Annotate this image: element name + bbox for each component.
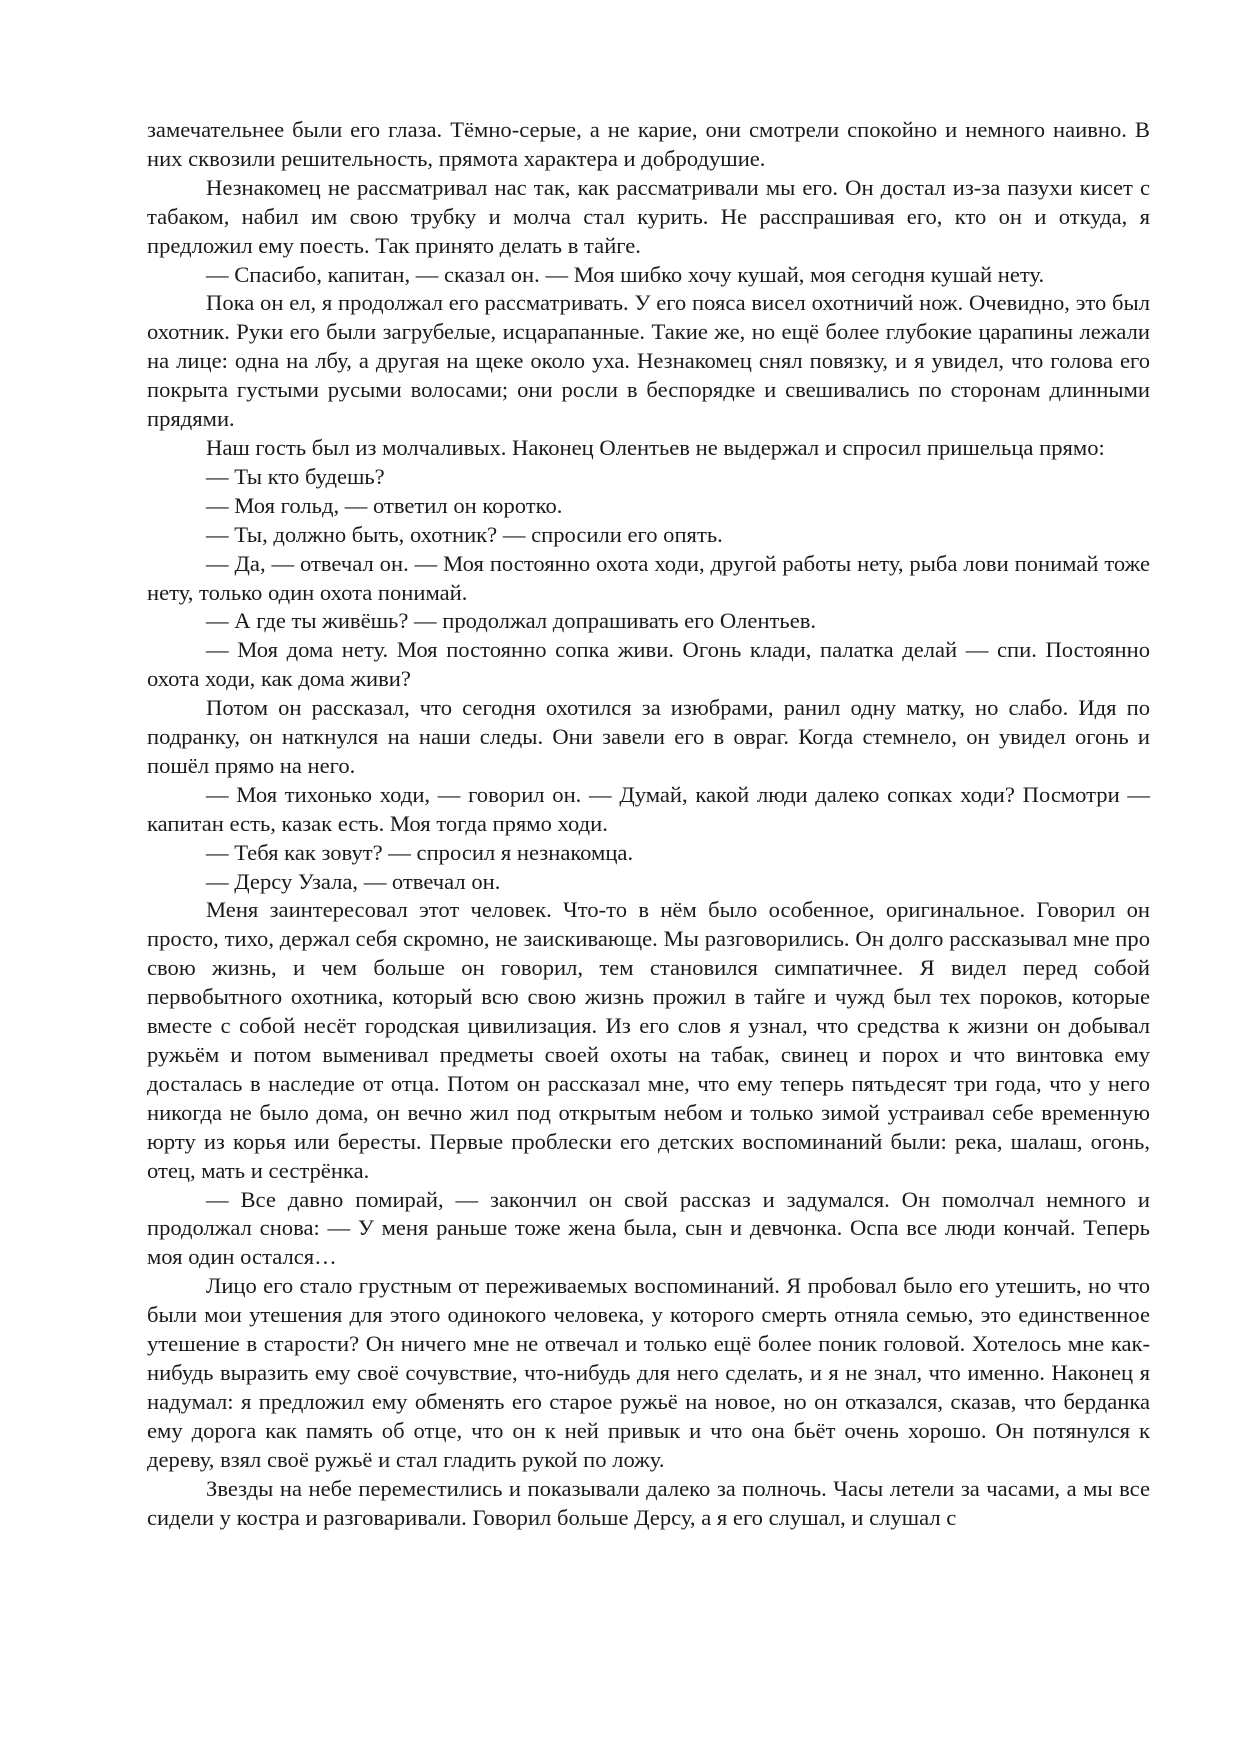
paragraph: — А где ты живёшь? — продолжал допрашивать его Олентьев. xyxy=(206,608,817,634)
paragraph: — Спасибо, капитан, — сказал он. — Моя шибко хочу кушай, моя сегодня кушай нету. xyxy=(206,261,1045,287)
paragraph: — Да, — отвечал он. — Моя постоянно охота ходи, другой работы нету, рыба лови понимай тоже нету, только один охота понимай. xyxy=(147,550,1150,605)
paragraph: Лицо его стало грустным от переживаемых воспоминаний. Я пробовал было его утешить, но что были мои утешения для этого одинокого человека, у которого смерть отняла семью, это единственное утешение в старости? Он ничего мне не отвечал и только ещё более поник головой. Хотелось мне как-нибудь выразить ему своё сочувствие, что-нибудь для него сделать, и я не знал, что именно. Наконец я надумал: я предложил ему обменять его старое ружьё на новое, но он отказался, сказав, что берданка ему дорога как память об отце, что он к ней привык и что она бьёт очень хорошо. Он потянулся к дереву, взял своё ружьё и стал гладить рукой по ложу. xyxy=(147,1273,1150,1472)
document-page xyxy=(147,116,1150,1532)
paragraph: Меня заинтересовал этот человек. Что-то в нём было особенное, оригинальное. Говорил он просто, тихо, держал себя скромно, не заискивающе. Мы разговорились. Он долго рассказывал мне про свою жизнь, и чем больше он говорил, тем становился симпатичнее. Я видел перед собой первобытного охотника, который всю свою жизнь прожил в тайге и чужд был тех пороков, которые вместе с собой несёт городская цивилизация. Из его слов я узнал, что средства к жизни он добывал ружьём и потом выменивал предметы своей охоты на табак, свинец и порох и что винтовка ему досталась в наследие от отца. Потом он рассказал мне, что ему теперь пятьдесят три года, что у него никогда не было дома, он вечно жил под открытым небом и только зимой устраивал себе временную юрту из корья или бересты. Первые проблески его детских воспоминаний были: река, шалаш, огонь, отец, мать и сестрёнка. xyxy=(147,897,1150,1183)
paragraph: Наш гость был из молчаливых. Наконец Олентьев не выдержал и спросил пришельца прямо: xyxy=(206,434,1105,460)
paragraph: замечательнее были его глаза. Тёмно-серые, а не карие, они смотрели спокойно и немного наивно. В них сквозили решительность, прямота характера и добродушие. xyxy=(147,117,1150,171)
paragraph: Незнакомец не рассматривал нас так, как рассматривали мы его. Он достал из-за пазухи кисет с табаком, набил им свою трубку и молча стал курить. Не расспрашивая его, кто он и откуда, я предложил ему поесть. Так принято делать в тайге. xyxy=(147,174,1150,258)
paragraph: — Моя гольд, — ответил он коротко. xyxy=(206,492,563,518)
paragraph: Потом он рассказал, что сегодня охотился за изюбрами, ранил одну матку, но слабо. Идя по подранку, он наткнулся на наши следы. Они завели его в овраг. Когда стемнело, он увидел огонь и пошёл прямо на него. xyxy=(147,695,1150,778)
paragraph: — Ты, должно быть, охотник? — спросили его опять. xyxy=(206,521,723,547)
paragraph: — Все давно помирай, — закончил он свой рассказ и задумался. Он помолчал немного и продолжал снова: — У меня раньше тоже жена была, сын и девчонка. Оспа все люди кончай. Теперь моя один остался… xyxy=(147,1186,1150,1270)
paragraph: Звезды на небе переместились и показывали далеко за полночь. Часы летели за часами, а мы все сидели у костра и разговаривали. Говорил больше Дерсу, а я его слушал, и слушал с xyxy=(147,1475,1150,1530)
paragraph: — Ты кто будешь? xyxy=(206,463,385,489)
paragraph: Пока он ел, я продолжал его рассматривать. У его пояса висел охотничий нож. Очевидно, это был охотник. Руки его были загрубелые, исцарапанные. Такие же, но ещё более глубокие царапины лежали на лице: одна на лбу, а другая на щеке около уха. Незнакомец снял повязку, и я увидел, что голова его покрыта густыми русыми волосами; они росли в беспорядке и свешивались по сторонам длинными прядями. xyxy=(147,290,1150,432)
paragraph: — Моя дома нету. Моя постоянно сопка живи. Огонь клади, палатка делай — спи. Постоянно охота ходи, как дома живи? xyxy=(147,637,1150,692)
paragraph: — Моя тихонько ходи, — говорил он. — Думай, какой люди далеко сопках ходи? Посмотри — капитан есть, казак есть. Моя тогда прямо ходи. xyxy=(147,781,1150,836)
paragraph: — Тебя как зовут? — спросил я незнакомца. xyxy=(206,839,634,865)
paragraph: — Дерсу Узала, — отвечал он. xyxy=(206,868,501,894)
